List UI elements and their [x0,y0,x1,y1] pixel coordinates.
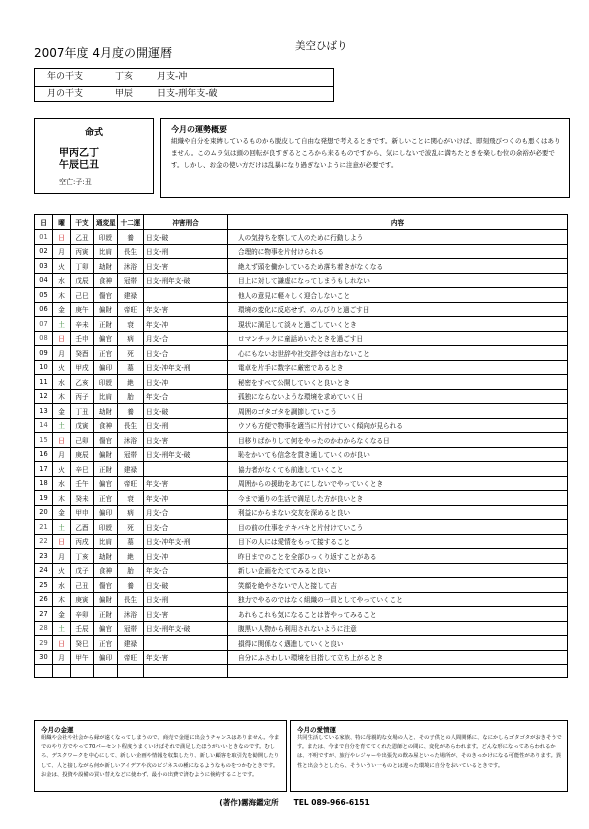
cell-tsuhen: 偏印 [94,505,118,520]
cell-chuugai: 日支-破 [144,230,228,245]
cell-tsuhen: 印綬 [94,520,118,535]
month-label: 月の干支 [47,89,84,99]
table-row [35,418,568,433]
cell-tsuhen: 劫財 [94,549,118,564]
cell-tsuhen: 偏官 [94,331,118,346]
cell-tsuhen: 偏印 [94,360,118,375]
cell-dow: 日 [53,331,71,346]
cell-tsuhen: 偏印 [94,650,118,665]
cell-junun: 衰 [118,317,144,332]
cell-tsuhen: 正財 [94,607,118,622]
cell-day: 09 [35,346,53,361]
money-fortune-box [34,720,287,792]
cell-tsuhen: 偏官 [94,621,118,636]
cell-tsuhen: 比肩 [94,244,118,259]
cell-chuugai: 年支-合 [144,563,228,578]
month-kanshi: 甲辰 [115,89,134,99]
cell-day: 03 [35,259,53,274]
month-note: 日支-刑年支-破 [157,89,218,99]
cell-chuugai: 年支-冲 [144,317,228,332]
cell-kanshi: 乙酉 [71,520,94,535]
col-header-dow: 曜 [53,215,71,230]
cell-junun: 沐浴 [118,259,144,274]
cell-empty [71,665,94,678]
cell-chuugai: 日支-害 [144,433,228,448]
meishiki-stems: 甲丙乙丁 [59,148,99,159]
cell-dow: 水 [53,476,71,491]
cell-junun: 養 [118,230,144,245]
cell-naiyou: 目の前の仕事をテキパキと片付けていこう [228,520,568,535]
cell-dow: 土 [53,317,71,332]
cell-day: 15 [35,433,53,448]
cell-chuugai: 日支-刑 [144,244,228,259]
cell-kanshi: 庚辰 [71,447,94,462]
cell-empty [53,665,71,678]
cell-day: 08 [35,331,53,346]
cell-day: 23 [35,549,53,564]
cell-dow: 月 [53,549,71,564]
cell-chuugai: 日支-害 [144,607,228,622]
cell-junun: 病 [118,331,144,346]
cell-chuugai [144,288,228,303]
cell-junun: 長生 [118,418,144,433]
cell-naiyou: 協力者がなくても前進していくこと [228,462,568,477]
cell-dow: 木 [53,389,71,404]
table-row [35,607,568,622]
cell-junun: 建禄 [118,462,144,477]
table-row [35,244,568,259]
cell-kanshi: 丁卯 [71,259,94,274]
cell-dow: 土 [53,520,71,535]
love-fortune-text: 共同生活している家族、特に母親的な女場の人と、その子供との人間関係に、なにかしらゴタゴタがおきそうです。または、今まで自分を育ててくれた恩師との間に、変化があらわれます。どんな形になってあらわれるかは、不明ですが、旅行やレジャーや出張先の飲み屋といった場所が、そのきっかけになる可能性があります。異性と出会うとしたら、そういうい一ものとは違った環境に自分をおいているときです。 [297,735,562,769]
table-row [35,302,568,317]
cell-tsuhen: 食神 [94,273,118,288]
table-row [35,259,568,274]
cell-day: 05 [35,288,53,303]
cell-naiyou: 恥をかいても信念を貫き通していくのが良い [228,447,568,462]
cell-junun: 冠帯 [118,447,144,462]
cell-kanshi: 壬午 [71,476,94,491]
table-row [35,476,568,491]
cell-chuugai: 日支-合 [144,520,228,535]
cell-dow: 金 [53,404,71,419]
cell-junun: 沐浴 [118,433,144,448]
cell-junun: 養 [118,578,144,593]
cell-kanshi: 甲午 [71,650,94,665]
cell-chuugai: 日支-冲 [144,549,228,564]
cell-dow: 水 [53,375,71,390]
footer-contact: (著作)霧海鑑定所 TEL 089-966-6151 [219,798,370,807]
col-header-chuugai: 冲害刑合 [144,215,228,230]
love-fortune-box [290,720,568,792]
year-label: 年の干支 [47,72,84,82]
money-fortune-heading: 今月の金運 [41,726,74,734]
cell-chuugai [144,636,228,651]
cell-tsuhen: 偏財 [94,592,118,607]
cell-chuugai: 年支-冲 [144,491,228,506]
cell-naiyou: 現状に満足して淡々と過ごしていくとき [228,317,568,332]
table-row [35,447,568,462]
cell-junun: 長生 [118,244,144,259]
cell-naiyou: 独力でやるのではなく組織の一員としてやっていくこと [228,592,568,607]
cell-day: 26 [35,592,53,607]
kuubou: 空亡:子:丑 [59,178,92,186]
cell-junun: 死 [118,520,144,535]
cell-kanshi: 己卯 [71,433,94,448]
cell-kanshi: 丁丑 [71,404,94,419]
cell-kanshi: 庚午 [71,302,94,317]
cell-dow: 月 [53,447,71,462]
cell-day: 30 [35,650,53,665]
cell-chuugai: 日支-冲年支-刑 [144,534,228,549]
cell-day: 29 [35,636,53,651]
cell-junun: 冠帯 [118,621,144,636]
col-header-naiyou: 内容 [228,215,568,230]
table-row [35,520,568,535]
cell-naiyou: 今まで通りの生活で満足した方が良いとき [228,491,568,506]
cell-tsuhen: 正官 [94,491,118,506]
table-row [35,288,568,303]
table-row [35,346,568,361]
cell-chuugai: 日支-刑年支-破 [144,273,228,288]
cell-kanshi: 甲戌 [71,360,94,375]
cell-naiyou: 合理的に物事を片付けられる [228,244,568,259]
table-row [35,462,568,477]
cell-day: 25 [35,578,53,593]
cell-chuugai: 月支-合 [144,331,228,346]
cell-kanshi: 甲申 [71,505,94,520]
cell-tsuhen: 傷官 [94,578,118,593]
cell-dow: 水 [53,273,71,288]
cell-kanshi: 癸未 [71,491,94,506]
cell-dow: 木 [53,491,71,506]
cell-junun: 建禄 [118,636,144,651]
cell-empty [118,665,144,678]
cell-day: 01 [35,230,53,245]
cell-dow: 水 [53,578,71,593]
cell-kanshi: 辛未 [71,317,94,332]
cell-tsuhen: 劫財 [94,259,118,274]
cell-junun: 絶 [118,549,144,564]
table-row [35,389,568,404]
table-row [35,505,568,520]
table-row [35,273,568,288]
cell-kanshi: 癸巳 [71,636,94,651]
cell-dow: 月 [53,244,71,259]
table-row [35,317,568,332]
cell-junun: 墓 [118,534,144,549]
cell-day: 12 [35,389,53,404]
cell-dow: 木 [53,288,71,303]
cell-naiyou: 目移りばかりして何をやったのかわからなくなる日 [228,433,568,448]
cell-chuugai: 日支-刑 [144,592,228,607]
cell-dow: 日 [53,433,71,448]
cell-chuugai: 日支-破 [144,404,228,419]
cell-kanshi: 壬辰 [71,621,94,636]
cell-dow: 火 [53,360,71,375]
cell-day: 19 [35,491,53,506]
cell-day: 18 [35,476,53,491]
col-header-kanshi: 干支 [71,215,94,230]
cell-naiyou: あれもこれも気になることは皆やってみること [228,607,568,622]
cell-chuugai: 日支-破 [144,578,228,593]
cell-naiyou: 心にもないお世辞や社交辞令は言わないこと [228,346,568,361]
cell-tsuhen: 傷官 [94,433,118,448]
cell-naiyou: 目下の人には愛情をもって接すること [228,534,568,549]
cell-dow: 金 [53,302,71,317]
cell-day: 21 [35,520,53,535]
love-fortune-heading: 今月の愛情運 [297,726,336,734]
cell-kanshi: 辛卯 [71,607,94,622]
cell-chuugai: 年支-害 [144,302,228,317]
cell-junun: 胎 [118,389,144,404]
cell-naiyou: 腹黒い人物から利用されないように注意 [228,621,568,636]
cell-empty [228,665,568,678]
cell-dow: 火 [53,259,71,274]
daily-calendar-table [34,214,568,678]
cell-day: 02 [35,244,53,259]
cell-naiyou: 絶えず頭を働かしているため落ち着きがなくなる [228,259,568,274]
cell-day: 11 [35,375,53,390]
meishiki-box [34,118,154,194]
meishiki-branches: 午辰巳丑 [59,160,99,171]
cell-day: 24 [35,563,53,578]
cell-chuugai: 月支-合 [144,505,228,520]
cell-day: 20 [35,505,53,520]
cell-tsuhen: 正官 [94,636,118,651]
month-kanshi-row [35,86,333,103]
cell-tsuhen: 比肩 [94,534,118,549]
cell-naiyou: 孤独にならないような環境を求めていく日 [228,389,568,404]
cell-kanshi: 乙丑 [71,230,94,245]
cell-dow: 日 [53,534,71,549]
cell-dow: 月 [53,650,71,665]
table-row [35,404,568,419]
cell-tsuhen: 食神 [94,563,118,578]
cell-junun: 胎 [118,563,144,578]
cell-naiyou: ウソも方便で物事を適当に片付けていく傾向が見られる [228,418,568,433]
cell-dow: 火 [53,462,71,477]
cell-tsuhen: 正財 [94,462,118,477]
cell-kanshi: 己丑 [71,578,94,593]
table-row [35,563,568,578]
cell-day: 06 [35,302,53,317]
table-row [35,650,568,665]
money-fortune-text: 組織や会社や社会から縁が遠くなってしまうので、商売で金運に出会うチャンスはありません。今までのやり方でやって70パーセント程度うまくいけばそれで満足したほうがいいときなのです。むしろ、デスクワークを中心にして、新しい企画や情報を収集したり、新しい顧客を取引先を勧開したりして、人と接しながら何か新しいアイデアや次のビジネスの種になるようなものをつかむときです。お金は、投資や設備の買い替えなどに使わず、最小の出費で済むように倹約することです。 [41,735,280,778]
cell-naiyou: 周囲のゴタゴタを調節していこう [228,404,568,419]
cell-chuugai: 年支-害 [144,650,228,665]
cell-naiyou: 周囲からの援助をあてにしないでやっていくとき [228,476,568,491]
cell-chuugai: 日支-害 [144,259,228,274]
cell-dow: 金 [53,607,71,622]
cell-kanshi: 己巳 [71,288,94,303]
cell-empty [35,665,53,678]
table-row-blank [35,665,568,678]
cell-naiyou: 秘密をすべて公開していくと良いとき [228,375,568,390]
overview-text: 組織や自分を束縛しているものから脱皮して自由な発想で考えるときです。新しいことに関心がいけば、即刻飛びつくのも悪くはありません。このムラ気は頭の回転が良すぎるところから来るものですから、気にしないで波乱に満ちたときを楽しむ位の余裕が必要です。しかし、お金の使い方だけは乱暴になり過ぎないように注意が必要です。 [171,137,561,169]
cell-naiyou: 新しい企画をたててみると良い [228,563,568,578]
cell-chuugai [144,462,228,477]
cell-chuugai: 日支-合 [144,346,228,361]
cell-dow: 月 [53,346,71,361]
cell-day: 10 [35,360,53,375]
year-note: 月支-冲 [157,72,188,82]
table-row [35,331,568,346]
cell-day: 22 [35,534,53,549]
cell-tsuhen: 偏官 [94,476,118,491]
cell-empty [144,665,228,678]
cell-tsuhen: 劫財 [94,404,118,419]
cell-kanshi: 庚寅 [71,592,94,607]
cell-chuugai: 日支-刑 [144,418,228,433]
page-title: 2007年度 4月度の開運暦 [34,46,172,60]
cell-junun: 建禄 [118,288,144,303]
col-header-junun: 十二運 [118,215,144,230]
cell-day: 17 [35,462,53,477]
cell-dow: 日 [53,636,71,651]
cell-kanshi: 丁亥 [71,549,94,564]
table-row [35,360,568,375]
cell-tsuhen: 印綬 [94,230,118,245]
table-row [35,549,568,564]
cell-junun: 沐浴 [118,607,144,622]
cell-dow: 金 [53,505,71,520]
cell-tsuhen: 傷官 [94,288,118,303]
table-row [35,375,568,390]
cell-chuugai: 日支-刑年支-破 [144,621,228,636]
table-row [35,433,568,448]
cell-kanshi: 戊辰 [71,273,94,288]
cell-junun: 死 [118,346,144,361]
cell-tsuhen: 偏財 [94,302,118,317]
cell-day: 04 [35,273,53,288]
cell-tsuhen: 印綬 [94,375,118,390]
cell-tsuhen: 食神 [94,418,118,433]
cell-kanshi: 乙亥 [71,375,94,390]
cell-kanshi: 丙戌 [71,534,94,549]
table-row [35,621,568,636]
cell-kanshi: 丙子 [71,389,94,404]
cell-naiyou: ロマンチックに童話めいたときを過ごす日 [228,331,568,346]
cell-chuugai: 年支-害 [144,476,228,491]
person-name: 美空ひばり [295,40,348,52]
table-row [35,534,568,549]
col-header-tsuhen: 通変星 [94,215,118,230]
cell-junun: 墓 [118,360,144,375]
cell-kanshi: 壬申 [71,331,94,346]
cell-dow: 火 [53,563,71,578]
cell-kanshi: 辛巳 [71,462,94,477]
cell-kanshi: 丙寅 [71,244,94,259]
cell-naiyou: 昨日までのことを全部ひっくり返すことがある [228,549,568,564]
cell-junun: 帝旺 [118,650,144,665]
cell-naiyou: 人の気持ちを察して人のために行動しよう [228,230,568,245]
cell-naiyou: 他人の意見に軽々しく迎合しないこと [228,288,568,303]
meishiki-heading: 命式 [84,128,103,138]
col-header-day: 日 [35,215,53,230]
cell-tsuhen: 偏財 [94,447,118,462]
cell-junun: 長生 [118,592,144,607]
table-row [35,592,568,607]
cell-naiyou: 利益にからまない交友を深めると良い [228,505,568,520]
cell-junun: 養 [118,404,144,419]
cell-tsuhen: 正財 [94,317,118,332]
table-row [35,230,568,245]
cell-day: 13 [35,404,53,419]
table-row [35,578,568,593]
cell-naiyou: 電卓を片手に数字に厳密であるとき [228,360,568,375]
cell-kanshi: 癸酉 [71,346,94,361]
cell-chuugai: 年支-合 [144,389,228,404]
cell-junun: 帝旺 [118,476,144,491]
cell-tsuhen: 正官 [94,346,118,361]
table-row [35,636,568,651]
cell-junun: 帝旺 [118,302,144,317]
cell-day: 07 [35,317,53,332]
cell-chuugai: 日支-刑年支-破 [144,447,228,462]
cell-junun: 衰 [118,491,144,506]
table-row [35,491,568,506]
cell-naiyou: 自分にふさわしい環境を目指して立ち上がるとき [228,650,568,665]
cell-tsuhen: 比肩 [94,389,118,404]
cell-chuugai: 日支-冲 [144,375,228,390]
cell-dow: 日 [53,230,71,245]
cell-empty [94,665,118,678]
cell-junun: 病 [118,505,144,520]
cell-day: 28 [35,621,53,636]
cell-dow: 土 [53,418,71,433]
cell-naiyou: 目上に対して謙虚になってしまうもしれない [228,273,568,288]
cell-dow: 木 [53,592,71,607]
fortune-overview-box [160,118,570,198]
year-kanshi-row [35,69,333,87]
cell-day: 16 [35,447,53,462]
cell-chuugai: 日支-冲年支-刑 [144,360,228,375]
table-header-row [35,215,568,230]
cell-day: 27 [35,607,53,622]
cell-naiyou: 笑顔を絶やさないで人と接して吉 [228,578,568,593]
cell-day: 14 [35,418,53,433]
cell-junun: 冠帯 [118,273,144,288]
cell-naiyou: 損得に関係なく邁進していくと良い [228,636,568,651]
year-kanshi: 丁亥 [115,72,134,82]
cell-naiyou: 環境の変化に反応せず、のんびりと過ごす日 [228,302,568,317]
cell-dow: 土 [53,621,71,636]
kanshi-box [34,68,334,102]
overview-heading: 今月の運勢概要 [171,125,227,134]
cell-kanshi: 戊寅 [71,418,94,433]
cell-junun: 絶 [118,375,144,390]
cell-kanshi: 戊子 [71,563,94,578]
